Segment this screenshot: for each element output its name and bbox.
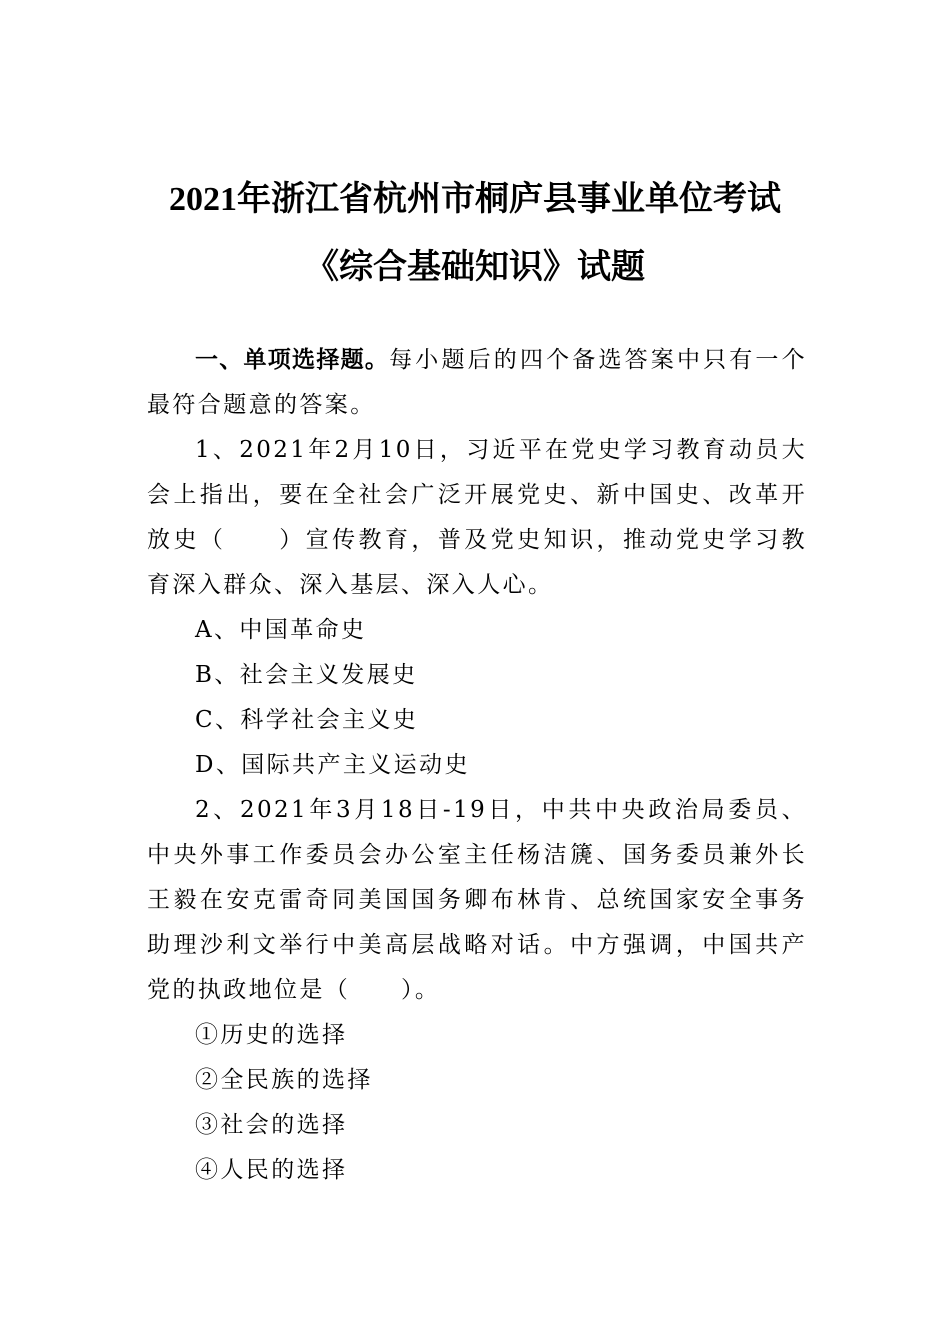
section-heading: 一、单项选择题。 <box>195 346 390 373</box>
section-instruction: 每小题后的四个备选答案中只有一个最符合题意的答案。 <box>147 347 807 418</box>
document-body <box>147 337 807 1193</box>
question-1-option-d: D、国际共产主义运动史 <box>195 752 470 778</box>
question-2-item-3: ③社会的选择 <box>195 1112 348 1138</box>
question-1-stem: 1、2021年2月10日，习近平在党史学习教育动员大会上指出，要在全社会广泛开展党史、新中国史、改革开放史（ ）宣传教育，普及党史知识，推动党史学习教育深入群众、深入基层、深入人心。 <box>147 437 807 598</box>
document-title-line-1: 2021年浙江省杭州市桐庐县事业单位考试 <box>169 181 781 218</box>
question-1-option-b: B、社会主义发展史 <box>195 662 418 688</box>
question-2-item-4: ④人民的选择 <box>195 1157 348 1183</box>
question-1-option-a: A、中国革命史 <box>195 617 367 643</box>
question-1-option-c: C、科学社会主义史 <box>195 707 419 733</box>
section-intro <box>147 337 807 428</box>
question-2-stem: 2、2021年3月18日-19日，中共中央政治局委员、中央外事工作委员会办公室主任杨洁篪、国务委员兼外长王毅在安克雷奇同美国国务卿布林肯、总统国家安全事务助理沙利文举行中美高层战略对话。中方强调，中国共产党的执政地位是（ ）。 <box>147 797 807 1003</box>
document-title-line-2: 《综合基础知识》试题 <box>305 249 645 286</box>
question-2-item-2: ②全民族的选择 <box>195 1067 373 1093</box>
question-2-item-1: ①历史的选择 <box>195 1022 348 1048</box>
